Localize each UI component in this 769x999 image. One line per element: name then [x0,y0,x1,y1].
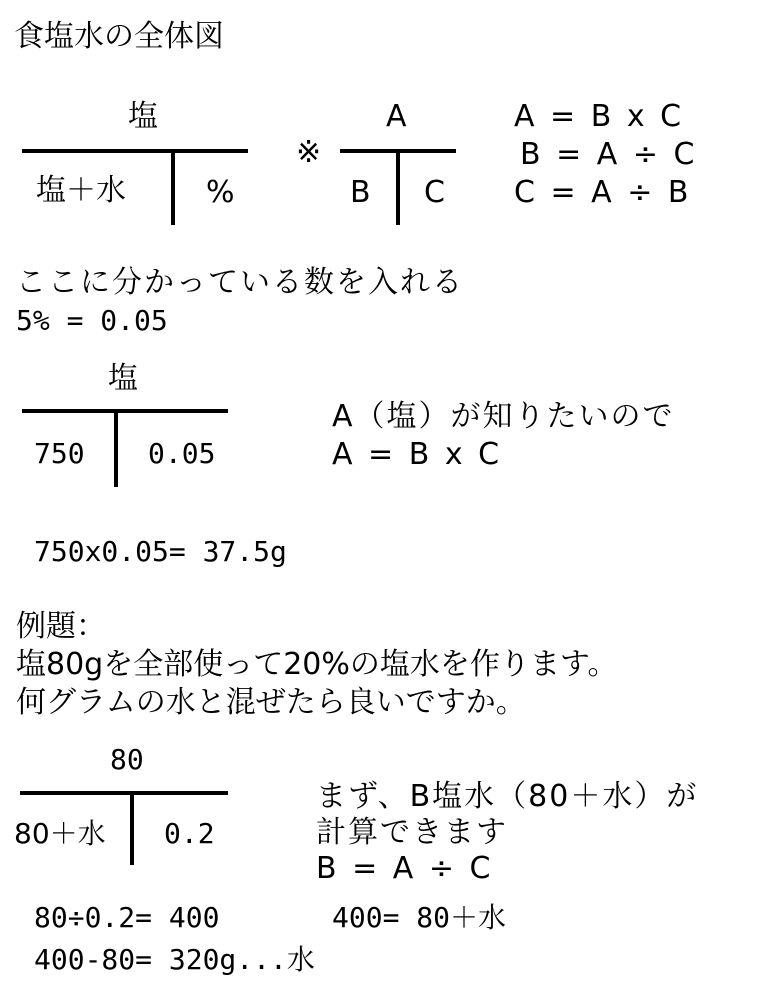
formula-c: C = A ÷ B [514,175,689,210]
diagram2-right-label: C [424,175,445,210]
diagram1-top-label: 塩 [128,99,158,134]
percent-note: 5% = 0.05 [16,304,168,337]
example-line1: 塩80gを全部使って20%の塩水を作ります。 [16,647,618,682]
calc4-step1: 80÷0.2= 400 [34,901,220,934]
diagram1-right-label: % [206,175,235,210]
diagram4-top-label: 80 [110,743,144,776]
calc4-step2: 400= 80＋水 [332,901,507,934]
calc3-text: 750x0.05= 37.5g [34,535,287,568]
diagram2-vertical-line [396,151,400,225]
diagram4-horizontal-line [20,791,228,795]
diagram4-left-label: 80＋水 [14,817,106,850]
diagram2-left-label: B [350,175,371,210]
diagram1-left-label: 塩＋水 [36,173,126,208]
diagram3-horizontal-line [22,409,228,413]
explain4-line1: まず、B塩水（80＋水）が [316,779,699,814]
example-heading: 例題： [16,609,106,644]
page-title: 食塩水の全体図 [14,19,224,54]
diagram1-vertical-line [171,151,175,225]
formula-b: B = A ÷ C [520,137,695,172]
explain4-line3: B = A ÷ C [316,851,491,886]
diagram3-left-label: 750 [34,437,85,470]
diagram1-horizontal-line [22,149,248,153]
explain3-line1: A（塩）が知りたいので [332,399,675,434]
calc4-step3: 400-80= 320g...水 [34,943,315,976]
formula-a: A = B x C [514,99,682,134]
diagram3-right-label: 0.05 [148,437,216,470]
diagram3-top-label: 塩 [108,361,138,396]
example-line2: 何グラムの水と混ぜたら良いですか。 [16,685,526,720]
explain3-line2: A = B x C [332,437,500,472]
instruction-text: ここに分かっている数を入れる [16,265,464,300]
explain4-line2: 計算できます [316,815,508,850]
diagram2-top-label: A [386,99,407,134]
diagram4-right-label: 0.2 [164,817,215,850]
diagram4-vertical-line [130,793,134,865]
diagram3-vertical-line [114,411,118,487]
note-mark: ※ [296,135,322,170]
